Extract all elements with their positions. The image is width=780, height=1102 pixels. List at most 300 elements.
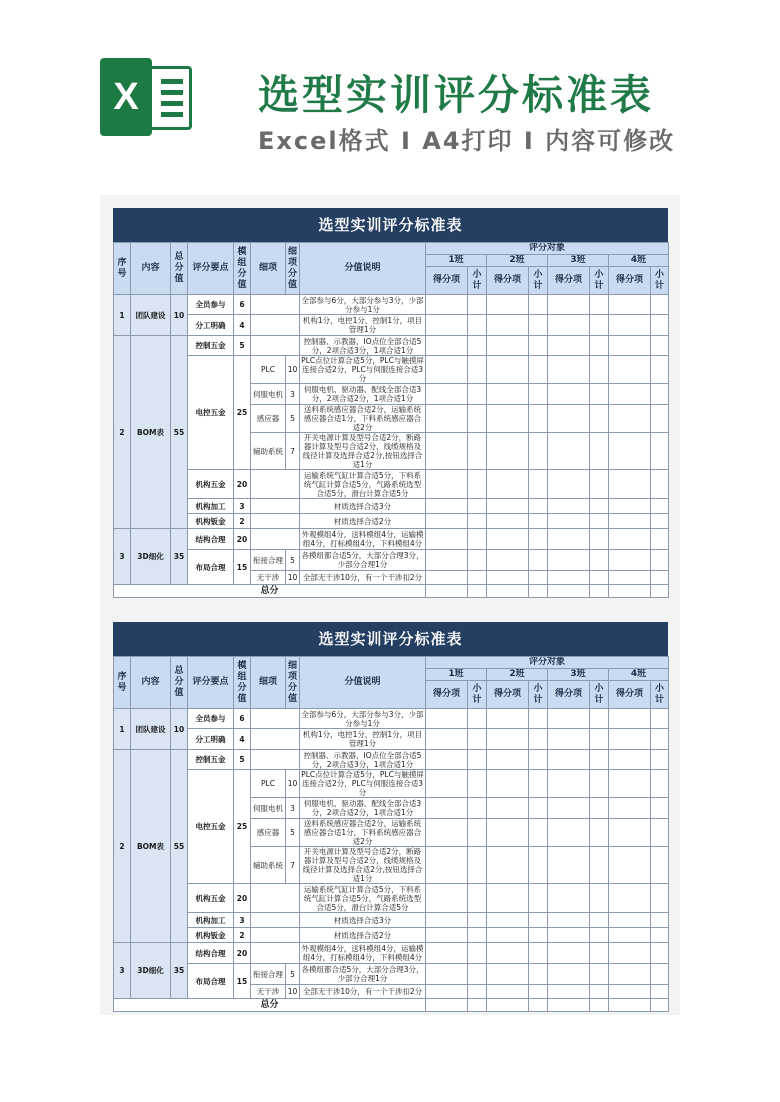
score-cell[interactable] <box>426 550 468 571</box>
section-score: 10 <box>171 295 188 336</box>
col-total-score: 总分值 <box>171 657 188 709</box>
subtotal-cell[interactable] <box>468 884 487 913</box>
score-cell[interactable] <box>487 709 529 729</box>
module-score: 5 <box>234 336 251 356</box>
score-cell[interactable] <box>426 499 468 514</box>
detail-empty <box>251 315 300 336</box>
description: PLC点位计算合适5分，PLC与触摸屏连接合适2分，PLC与伺服连接合适3分 <box>301 770 424 797</box>
score-cell[interactable] <box>487 405 529 433</box>
subtotal-cell[interactable] <box>590 847 609 884</box>
subtotal-cell[interactable] <box>651 943 669 964</box>
col-subtotal: 小计 <box>468 681 487 709</box>
score-cell[interactable] <box>548 709 590 729</box>
description: 全部无干涉10分，有一个干涉扣2分 <box>300 571 426 585</box>
key-point: 电控五金 <box>188 356 234 470</box>
subtotal-cell[interactable] <box>590 985 609 999</box>
score-cell[interactable] <box>548 433 590 470</box>
subtotal-cell[interactable] <box>590 798 609 819</box>
subtotal-cell[interactable] <box>529 499 548 514</box>
key-point: 机构钣金 <box>188 928 234 943</box>
detail: 伺服电机 <box>251 384 286 405</box>
score-cell[interactable] <box>609 943 651 964</box>
subtotal-cell[interactable] <box>468 985 487 999</box>
score-cell[interactable] <box>548 928 590 943</box>
subtotal-cell[interactable] <box>468 499 487 514</box>
subtotal-cell[interactable] <box>468 384 487 405</box>
subtotal-cell[interactable] <box>468 585 487 598</box>
col-score-item: 得分项 <box>609 267 651 295</box>
score-cell[interactable] <box>487 550 529 571</box>
subtotal-cell[interactable] <box>529 384 548 405</box>
score-cell[interactable] <box>426 295 468 315</box>
detail-empty <box>251 336 300 356</box>
col-subtotal: 小计 <box>529 267 548 295</box>
detail-score: 3 <box>286 384 300 405</box>
score-cell[interactable] <box>487 928 529 943</box>
score-cell[interactable] <box>609 798 651 819</box>
score-cell[interactable] <box>487 585 529 598</box>
score-cell[interactable] <box>426 985 468 999</box>
section-content: BOM表 <box>131 336 171 529</box>
col-key-points: 评分要点 <box>188 243 234 295</box>
col-class3: 3班 <box>548 669 609 681</box>
subtotal-cell[interactable] <box>651 750 669 770</box>
score-cell[interactable] <box>426 433 468 470</box>
score-cell[interactable] <box>426 384 468 405</box>
subtotal-cell[interactable] <box>651 514 669 529</box>
module-score: 2 <box>234 514 251 529</box>
section-content: 3D细化 <box>131 529 171 585</box>
description: PLC点位计算合适5分，PLC与触摸屏连接合适2分，PLC与伺服连接合适3分 <box>301 356 424 383</box>
description: 各模组都合适5分，大部分合理3分，少部分合理1分 <box>301 551 424 569</box>
key-point: 电控五金 <box>188 770 234 884</box>
subtotal-cell[interactable] <box>651 798 669 819</box>
score-cell[interactable] <box>426 571 468 585</box>
score-cell[interactable] <box>426 928 468 943</box>
subtotal-cell[interactable] <box>651 928 669 943</box>
score-cell[interactable] <box>548 499 590 514</box>
subtotal-cell[interactable] <box>590 585 609 598</box>
score-cell[interactable] <box>609 884 651 913</box>
subtotal-cell[interactable] <box>529 985 548 999</box>
subtotal-cell[interactable] <box>590 470 609 499</box>
subtotal-cell[interactable] <box>468 433 487 470</box>
sheet-title: 选型实训评分标准表 <box>113 622 668 656</box>
subtotal-cell[interactable] <box>590 405 609 433</box>
score-cell[interactable] <box>609 847 651 884</box>
subtotal-cell[interactable] <box>529 356 548 384</box>
subtotal-cell[interactable] <box>529 550 548 571</box>
subtotal-cell[interactable] <box>468 819 487 847</box>
score-cell[interactable] <box>487 315 529 336</box>
subtotal-cell[interactable] <box>590 928 609 943</box>
score-cell[interactable] <box>487 999 529 1012</box>
score-cell[interactable] <box>609 928 651 943</box>
subtotal-cell[interactable] <box>468 847 487 884</box>
section-seq: 1 <box>114 709 131 750</box>
score-cell[interactable] <box>609 550 651 571</box>
score-cell[interactable] <box>426 336 468 356</box>
score-cell[interactable] <box>609 964 651 985</box>
subtotal-cell[interactable] <box>468 709 487 729</box>
score-cell[interactable] <box>609 585 651 598</box>
score-cell[interactable] <box>548 585 590 598</box>
module-score: 4 <box>234 315 251 336</box>
score-cell[interactable] <box>426 356 468 384</box>
score-cell[interactable] <box>487 433 529 470</box>
section-content: BOM表 <box>131 750 171 943</box>
subtotal-cell[interactable] <box>590 999 609 1012</box>
subtotal-cell[interactable] <box>651 529 669 550</box>
col-class3: 3班 <box>548 255 609 267</box>
subtotal-cell[interactable] <box>468 798 487 819</box>
subtotal-cell[interactable] <box>468 943 487 964</box>
score-cell[interactable] <box>548 770 590 798</box>
score-cell[interactable] <box>548 943 590 964</box>
subtotal-cell[interactable] <box>590 315 609 336</box>
subtotal-cell[interactable] <box>529 336 548 356</box>
score-cell[interactable] <box>426 798 468 819</box>
subtotal-cell[interactable] <box>651 770 669 798</box>
score-cell[interactable] <box>426 750 468 770</box>
score-cell[interactable] <box>426 847 468 884</box>
score-cell[interactable] <box>609 295 651 315</box>
module-score: 20 <box>234 884 251 913</box>
module-score: 25 <box>234 770 251 884</box>
subtotal-cell[interactable] <box>651 819 669 847</box>
score-cell[interactable] <box>609 819 651 847</box>
score-cell[interactable] <box>548 470 590 499</box>
score-cell[interactable] <box>609 336 651 356</box>
col-class4: 4班 <box>609 255 669 267</box>
score-cell[interactable] <box>609 571 651 585</box>
subtotal-cell[interactable] <box>529 585 548 598</box>
section-seq: 3 <box>114 529 131 585</box>
page-subtitle: Excel格式 I A4打印 I 内容可修改 <box>258 127 676 155</box>
subtotal-cell[interactable] <box>468 729 487 750</box>
detail: 伺服电机 <box>251 798 286 819</box>
col-targets: 评分对象 <box>426 657 669 669</box>
subtotal-cell[interactable] <box>468 964 487 985</box>
subtotal-cell[interactable] <box>468 770 487 798</box>
key-point: 机构五金 <box>188 470 234 499</box>
key-point: 分工明确 <box>188 315 234 336</box>
score-cell[interactable] <box>487 798 529 819</box>
score-cell[interactable] <box>426 729 468 750</box>
score-cell[interactable] <box>609 315 651 336</box>
col-detail-score: 细项分值 <box>286 657 300 709</box>
subtotal-cell[interactable] <box>651 964 669 985</box>
score-cell[interactable] <box>426 315 468 336</box>
score-cell[interactable] <box>487 336 529 356</box>
subtotal-cell[interactable] <box>529 964 548 985</box>
score-table <box>113 242 669 598</box>
score-cell[interactable] <box>548 729 590 750</box>
score-cell[interactable] <box>548 847 590 884</box>
subtotal-cell[interactable] <box>651 884 669 913</box>
subtotal-cell[interactable] <box>590 433 609 470</box>
subtotal-cell[interactable] <box>529 514 548 529</box>
detail: 无干涉 <box>251 571 286 585</box>
total-label: 总分 <box>114 585 426 598</box>
col-class2: 2班 <box>487 255 548 267</box>
score-cell[interactable] <box>487 499 529 514</box>
score-cell[interactable] <box>609 770 651 798</box>
score-cell[interactable] <box>548 514 590 529</box>
subtotal-cell[interactable] <box>651 709 669 729</box>
col-score-item: 得分项 <box>609 681 651 709</box>
description: 开关电源计算及型号合适2分，断路器计算及型号合适2分，线缆规格及线径计算及选择合适2分,按钮选择合适1分 <box>300 847 426 884</box>
subtotal-cell[interactable] <box>590 913 609 928</box>
subtotal-cell[interactable] <box>590 571 609 585</box>
score-cell[interactable] <box>426 964 468 985</box>
subtotal-cell[interactable] <box>590 709 609 729</box>
subtotal-cell[interactable] <box>651 550 669 571</box>
score-cell[interactable] <box>548 819 590 847</box>
score-cell[interactable] <box>548 550 590 571</box>
detail-score: 5 <box>286 819 300 847</box>
score-cell[interactable] <box>609 405 651 433</box>
subtotal-cell[interactable] <box>468 928 487 943</box>
score-cell[interactable] <box>609 985 651 999</box>
subtotal-cell[interactable] <box>468 470 487 499</box>
detail-score: 7 <box>286 847 300 884</box>
subtotal-cell[interactable] <box>651 999 669 1012</box>
subtotal-cell[interactable] <box>651 499 669 514</box>
score-cell[interactable] <box>548 750 590 770</box>
score-cell[interactable] <box>487 529 529 550</box>
subtotal-cell[interactable] <box>590 384 609 405</box>
score-cell[interactable] <box>487 985 529 999</box>
score-cell[interactable] <box>548 315 590 336</box>
subtotal-cell[interactable] <box>590 943 609 964</box>
subtotal-cell[interactable] <box>651 405 669 433</box>
score-cell[interactable] <box>548 999 590 1012</box>
description: 送料系统感应器合适2分，运输系统感应器合适1分，下料系统感应器合适2分 <box>300 819 426 847</box>
subtotal-cell[interactable] <box>651 585 669 598</box>
score-cell[interactable] <box>548 336 590 356</box>
score-cell[interactable] <box>487 884 529 913</box>
score-cell[interactable] <box>426 913 468 928</box>
subtotal-cell[interactable] <box>468 750 487 770</box>
subtotal-cell[interactable] <box>651 985 669 999</box>
col-description: 分值说明 <box>300 657 426 709</box>
score-cell[interactable] <box>609 499 651 514</box>
score-cell[interactable] <box>426 884 468 913</box>
subtotal-cell[interactable] <box>529 798 548 819</box>
score-cell[interactable] <box>548 295 590 315</box>
subtotal-cell[interactable] <box>529 470 548 499</box>
score-cell[interactable] <box>426 405 468 433</box>
score-cell[interactable] <box>609 356 651 384</box>
subtotal-cell[interactable] <box>590 336 609 356</box>
score-cell[interactable] <box>426 770 468 798</box>
subtotal-cell[interactable] <box>651 356 669 384</box>
subtotal-cell[interactable] <box>590 819 609 847</box>
score-cell[interactable] <box>426 585 468 598</box>
subtotal-cell[interactable] <box>651 729 669 750</box>
key-point: 全员参与 <box>188 709 234 729</box>
subtotal-cell[interactable] <box>529 433 548 470</box>
subtotal-cell[interactable] <box>651 470 669 499</box>
score-cell[interactable] <box>426 514 468 529</box>
score-cell[interactable] <box>426 529 468 550</box>
module-score: 5 <box>234 750 251 770</box>
score-cell[interactable] <box>487 847 529 884</box>
subtotal-cell[interactable] <box>529 999 548 1012</box>
subtotal-cell[interactable] <box>590 529 609 550</box>
subtotal-cell[interactable] <box>651 433 669 470</box>
subtotal-cell[interactable] <box>590 750 609 770</box>
score-cell[interactable] <box>609 470 651 499</box>
score-cell[interactable] <box>487 964 529 985</box>
subtotal-cell[interactable] <box>590 770 609 798</box>
score-cell[interactable] <box>487 913 529 928</box>
subtotal-cell[interactable] <box>468 529 487 550</box>
score-cell[interactable] <box>487 295 529 315</box>
module-score: 3 <box>234 913 251 928</box>
subtotal-cell[interactable] <box>651 913 669 928</box>
col-score-item: 得分项 <box>426 267 468 295</box>
subtotal-cell[interactable] <box>590 499 609 514</box>
score-cell[interactable] <box>487 729 529 750</box>
score-cell[interactable] <box>548 798 590 819</box>
key-point: 布局合理 <box>188 550 234 585</box>
score-cell[interactable] <box>609 729 651 750</box>
score-cell[interactable] <box>487 770 529 798</box>
subtotal-cell[interactable] <box>529 943 548 964</box>
score-cell[interactable] <box>609 913 651 928</box>
excel-logo-icon <box>98 58 194 136</box>
subtotal-cell[interactable] <box>529 529 548 550</box>
subtotal-cell[interactable] <box>529 709 548 729</box>
score-cell[interactable] <box>487 470 529 499</box>
score-cell[interactable] <box>487 571 529 585</box>
subtotal-cell[interactable] <box>468 913 487 928</box>
col-detail: 细项 <box>251 657 286 709</box>
subtotal-cell[interactable] <box>590 964 609 985</box>
score-cell[interactable] <box>426 819 468 847</box>
score-cell[interactable] <box>548 529 590 550</box>
col-module-score: 模组分值 <box>234 657 251 709</box>
score-cell[interactable] <box>609 384 651 405</box>
score-cell[interactable] <box>609 529 651 550</box>
score-cell[interactable] <box>609 433 651 470</box>
score-cell[interactable] <box>426 943 468 964</box>
score-cell[interactable] <box>426 470 468 499</box>
subtotal-cell[interactable] <box>529 913 548 928</box>
subtotal-cell[interactable] <box>468 295 487 315</box>
col-total-score: 总分值 <box>171 243 188 295</box>
score-cell[interactable] <box>548 384 590 405</box>
subtotal-cell[interactable] <box>590 295 609 315</box>
subtotal-cell[interactable] <box>529 770 548 798</box>
score-cell[interactable] <box>426 709 468 729</box>
score-cell[interactable] <box>609 514 651 529</box>
logo-letter: X <box>100 58 152 136</box>
subtotal-cell[interactable] <box>651 847 669 884</box>
score-cell[interactable] <box>487 384 529 405</box>
subtotal-cell[interactable] <box>468 315 487 336</box>
section-seq: 2 <box>114 336 131 529</box>
score-cell[interactable] <box>548 405 590 433</box>
subtotal-cell[interactable] <box>468 514 487 529</box>
subtotal-cell[interactable] <box>468 405 487 433</box>
subtotal-cell[interactable] <box>468 571 487 585</box>
score-cell[interactable] <box>548 985 590 999</box>
subtotal-cell[interactable] <box>529 884 548 913</box>
subtotal-cell[interactable] <box>529 571 548 585</box>
score-cell[interactable] <box>487 356 529 384</box>
score-cell[interactable] <box>609 709 651 729</box>
subtotal-cell[interactable] <box>529 750 548 770</box>
subtotal-cell[interactable] <box>468 999 487 1012</box>
subtotal-cell[interactable] <box>529 928 548 943</box>
subtotal-cell[interactable] <box>651 571 669 585</box>
score-cell[interactable] <box>609 750 651 770</box>
subtotal-cell[interactable] <box>468 356 487 384</box>
col-subtotal: 小计 <box>590 681 609 709</box>
detail: 衔接合理 <box>251 964 286 985</box>
subtotal-cell[interactable] <box>651 384 669 405</box>
module-score: 6 <box>234 709 251 729</box>
subtotal-cell[interactable] <box>529 819 548 847</box>
subtotal-cell[interactable] <box>590 514 609 529</box>
subtotal-cell[interactable] <box>468 550 487 571</box>
description: 外观模组4分，送料模组4分，运输模组4分，打标模组4分，下料模组4分 <box>301 530 424 548</box>
subtotal-cell[interactable] <box>529 729 548 750</box>
score-cell[interactable] <box>426 999 468 1012</box>
score-cell[interactable] <box>548 356 590 384</box>
col-description: 分值说明 <box>300 243 426 295</box>
col-module-score: 模组分值 <box>234 243 251 295</box>
detail-empty <box>251 729 300 750</box>
sheet-preview-1 <box>113 208 668 598</box>
col-seq: 序号 <box>114 243 131 295</box>
col-score-item: 得分项 <box>548 267 590 295</box>
score-cell[interactable] <box>487 514 529 529</box>
subtotal-cell[interactable] <box>468 336 487 356</box>
subtotal-cell[interactable] <box>651 295 669 315</box>
score-cell[interactable] <box>487 943 529 964</box>
score-cell[interactable] <box>487 819 529 847</box>
subtotal-cell[interactable] <box>529 315 548 336</box>
col-seq: 序号 <box>114 657 131 709</box>
score-cell[interactable] <box>609 999 651 1012</box>
description: 送料系统感应器合适2分，运输系统感应器合适1分，下料系统感应器合适2分 <box>300 405 426 433</box>
subtotal-cell[interactable] <box>529 405 548 433</box>
score-cell[interactable] <box>487 750 529 770</box>
description: 控制器、示教器，IO点位全部合适5分，2项合适3分，1项合适1分 <box>300 336 426 356</box>
score-cell[interactable] <box>548 884 590 913</box>
score-cell[interactable] <box>548 964 590 985</box>
key-point: 布局合理 <box>188 964 234 999</box>
description: 运输系统气缸计算合适5分，下料系统气缸计算合适5分，气路系统选型合适5分，滑台计算合适5分 <box>300 470 426 499</box>
score-cell[interactable] <box>548 571 590 585</box>
subtotal-cell[interactable] <box>590 884 609 913</box>
subtotal-cell[interactable] <box>651 336 669 356</box>
subtotal-cell[interactable] <box>529 847 548 884</box>
subtotal-cell[interactable] <box>590 356 609 384</box>
key-point: 结构合理 <box>188 529 234 550</box>
subtotal-cell[interactable] <box>529 295 548 315</box>
subtotal-cell[interactable] <box>651 315 669 336</box>
sheet-title: 选型实训评分标准表 <box>113 208 668 242</box>
score-cell[interactable] <box>548 913 590 928</box>
detail-score: 10 <box>286 356 300 384</box>
subtotal-cell[interactable] <box>590 550 609 571</box>
subtotal-cell[interactable] <box>590 729 609 750</box>
